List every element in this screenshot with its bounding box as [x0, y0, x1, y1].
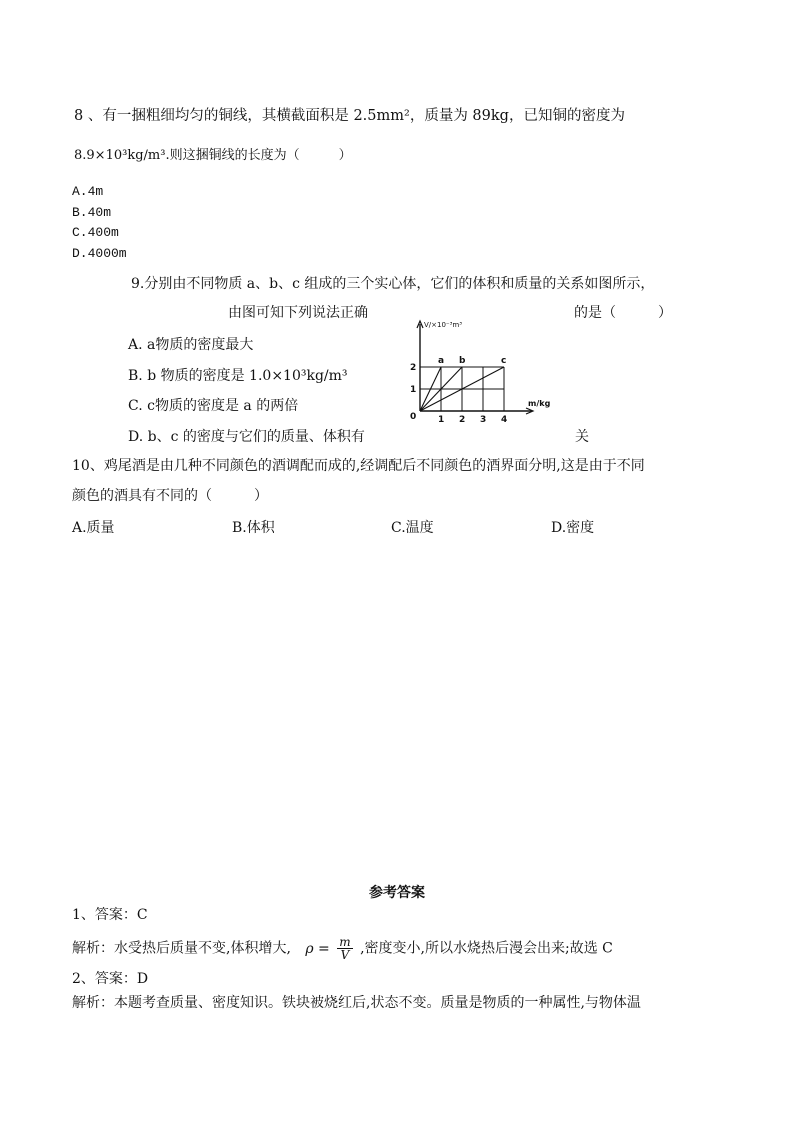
q10-option-d: D.密度 [551, 520, 595, 536]
graph-y-tick-1: 1 [410, 385, 417, 395]
q8-stem-line2: 8.9×10³kg/m³.则这捆铜线的长度为（ ） [74, 148, 352, 163]
graph-x-tick-1: 1 [438, 415, 445, 425]
q9-stem-line2-right: 的是（ ） [574, 305, 672, 321]
explanation-2: 解析：本题考查质量、密度知识。铁块被烧红后,状态不变。质量是物质的一种属性,与物体温 [72, 995, 641, 1011]
graph-label-b: b [459, 356, 466, 366]
answers-title: 参考答案 [369, 885, 425, 901]
graph-origin: 0 [410, 412, 417, 422]
q9-option-c: C. c物质的密度是 a 的两倍 [128, 398, 299, 414]
q8-option-c: C.400m [72, 225, 119, 240]
graph-x-tick-2: 2 [459, 415, 466, 425]
fraction-numerator: m [339, 935, 351, 949]
q8-stem-line1: 8 、有一捆粗细均匀的铜线，其横截面积是 2.5mm²，质量为 89kg，已知铜的密度为 [74, 108, 625, 124]
explanation-1-prefix: 解析：水受热后质量不变,体积增大, [72, 940, 291, 957]
graph-y-label: V/×10⁻³m³ [424, 321, 463, 329]
answer-2: 2、答案：D [72, 971, 149, 987]
graph-x-label: m/kg [528, 399, 551, 408]
q10-stem-line2: 颜色的酒具有不同的（ ） [72, 488, 268, 504]
graph-x-tick-4: 4 [501, 415, 508, 425]
q9-option-b: B. b 物质的密度是 1.0×10³kg/m³ [128, 368, 348, 384]
graph-x-tick-3: 3 [480, 415, 487, 425]
q8-option-d: D.4000m [72, 246, 127, 261]
q9-option-d: D. b、c 的密度与它们的质量、体积有 [128, 429, 365, 445]
graph-label-a: a [438, 356, 445, 366]
q10-option-c: C.温度 [391, 520, 434, 536]
explanation-1 [72, 936, 613, 961]
q10-stem-line1: 10、鸡尾酒是由几种不同颜色的酒调配而成的,经调配后不同颜色的酒界面分明,这是由于不同 [72, 458, 645, 474]
density-fraction [337, 936, 352, 961]
fraction-denominator: V [340, 948, 350, 962]
q9-volume-mass-graph [404, 318, 554, 428]
density-symbol: ρ = [305, 940, 330, 957]
q9-option-d-tail: 关 [575, 429, 589, 445]
q8-option-b: B.40m [72, 205, 112, 220]
q9-stem-line1: 9.分别由不同物质 a、b、c 组成的三个实心体，它们的体积和质量的关系如图所示， [131, 276, 655, 292]
q9-option-a: A. a物质的密度最大 [128, 337, 254, 353]
graph-y-tick-2: 2 [410, 363, 417, 373]
answer-1: 1、答案：C [72, 907, 148, 923]
q8-option-a: A.4m [72, 184, 104, 199]
q9-stem-line2-left: 由图可知下列说法正确 [228, 305, 368, 321]
explanation-1-suffix: ,密度变小,所以水烧热后漫会出来;故选 C [360, 940, 613, 957]
graph-label-c: c [501, 356, 507, 366]
q10-option-b: B.体积 [232, 520, 275, 536]
q10-option-a: A.质量 [72, 520, 115, 536]
